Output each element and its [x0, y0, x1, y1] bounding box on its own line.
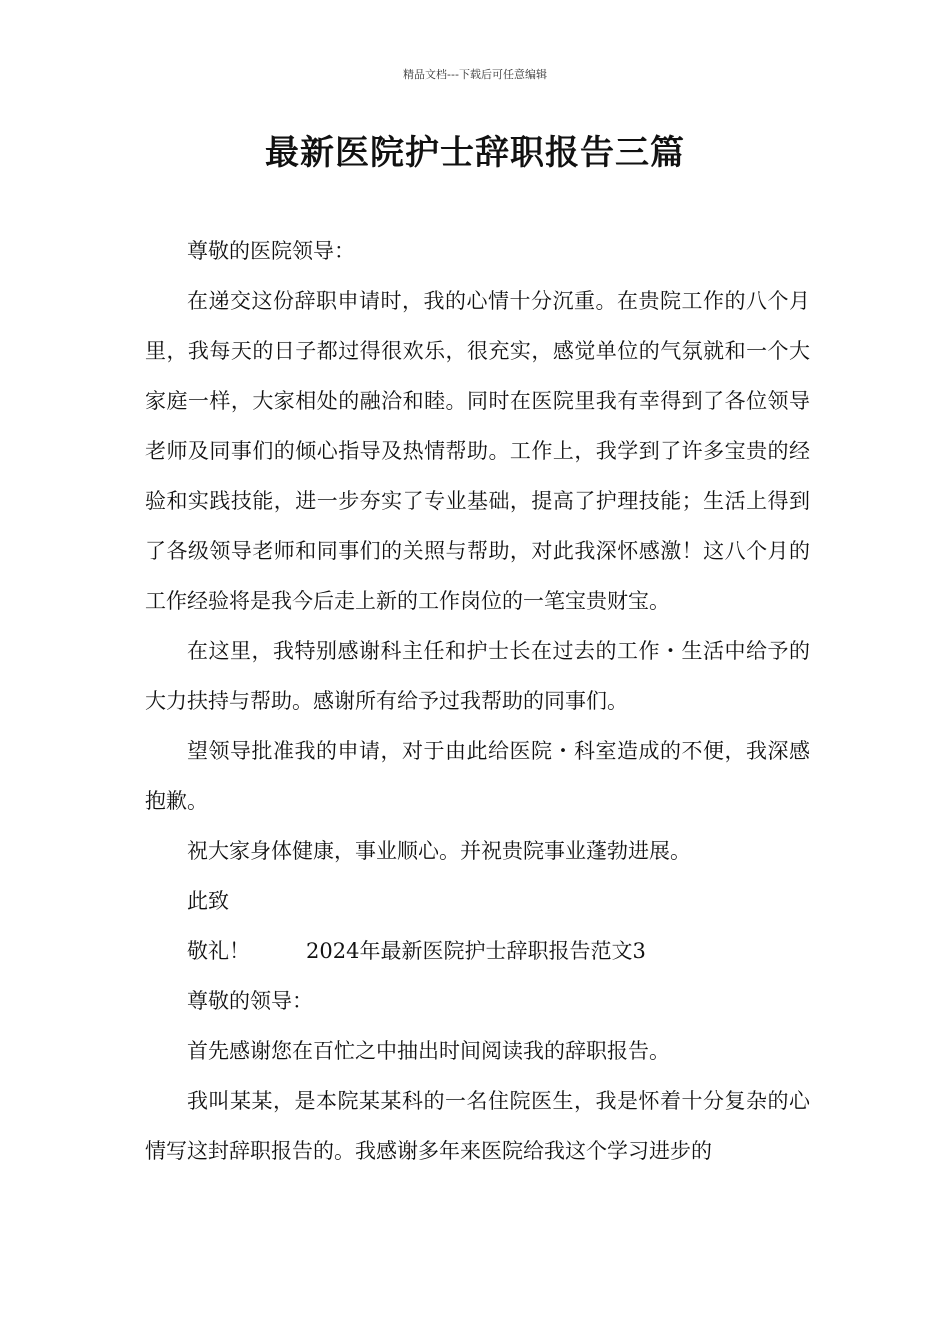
salute-text: 敬礼！ — [187, 939, 250, 963]
body-paragraph: 祝大家身体健康，事业顺心。并祝贵院事业蓬勃进展。 — [187, 839, 691, 863]
document-title: 最新医院护士辞职报告三篇 — [265, 133, 685, 173]
greeting-paragraph: 尊敬的医院领导： — [187, 239, 355, 263]
body-paragraph: 首先感谢您在百忙之中抽出时间阅读我的辞职报告。 — [187, 1039, 670, 1063]
body-paragraph: 我叫某某，是本院某某科的一名住院医生，我是怀着十分复杂的心情写这封辞职报告的。我感谢多年来医院给我这个学习进步的 — [145, 1089, 810, 1163]
section-heading: 2024年最新医院护士辞职报告范文3 — [306, 939, 646, 963]
body-paragraph: 在这里，我特别感谢科主任和护士长在过去的工作・生活中给予的大力扶持与帮助。感谢所有给予过我帮助的同事们。 — [145, 639, 810, 713]
body-paragraph: 望领导批准我的申请，对于由此给医院・科室造成的不便，我深感抱歉。 — [145, 739, 810, 813]
closing-line: 此致 — [187, 889, 229, 913]
salute-line — [145, 926, 810, 976]
body-paragraph: 在递交这份辞职申请时，我的心情十分沉重。在贵院工作的八个月里，我每天的日子都过得很欢乐，很充实，感觉单位的气氛就和一个大家庭一样，大家相处的融洽和睦。同时在医院里我有幸得到了各位领导老师及同事们的倾心指导及热情帮助。工作上，我学到了许多宝贵的经验和实践技能，进一步夯实了专业基础，提高了护理技能；生活上得到了各级领导老师和同事们的关照与帮助，对此我深怀感激！这八个月的工作经验将是我今后走上新的工作岗位的一笔宝贵财宝。 — [145, 289, 810, 613]
document-body — [145, 226, 810, 1176]
greeting-paragraph: 尊敬的领导： — [187, 989, 313, 1013]
page-header-note: 精品文档---下载后可任意编辑 — [403, 68, 547, 81]
